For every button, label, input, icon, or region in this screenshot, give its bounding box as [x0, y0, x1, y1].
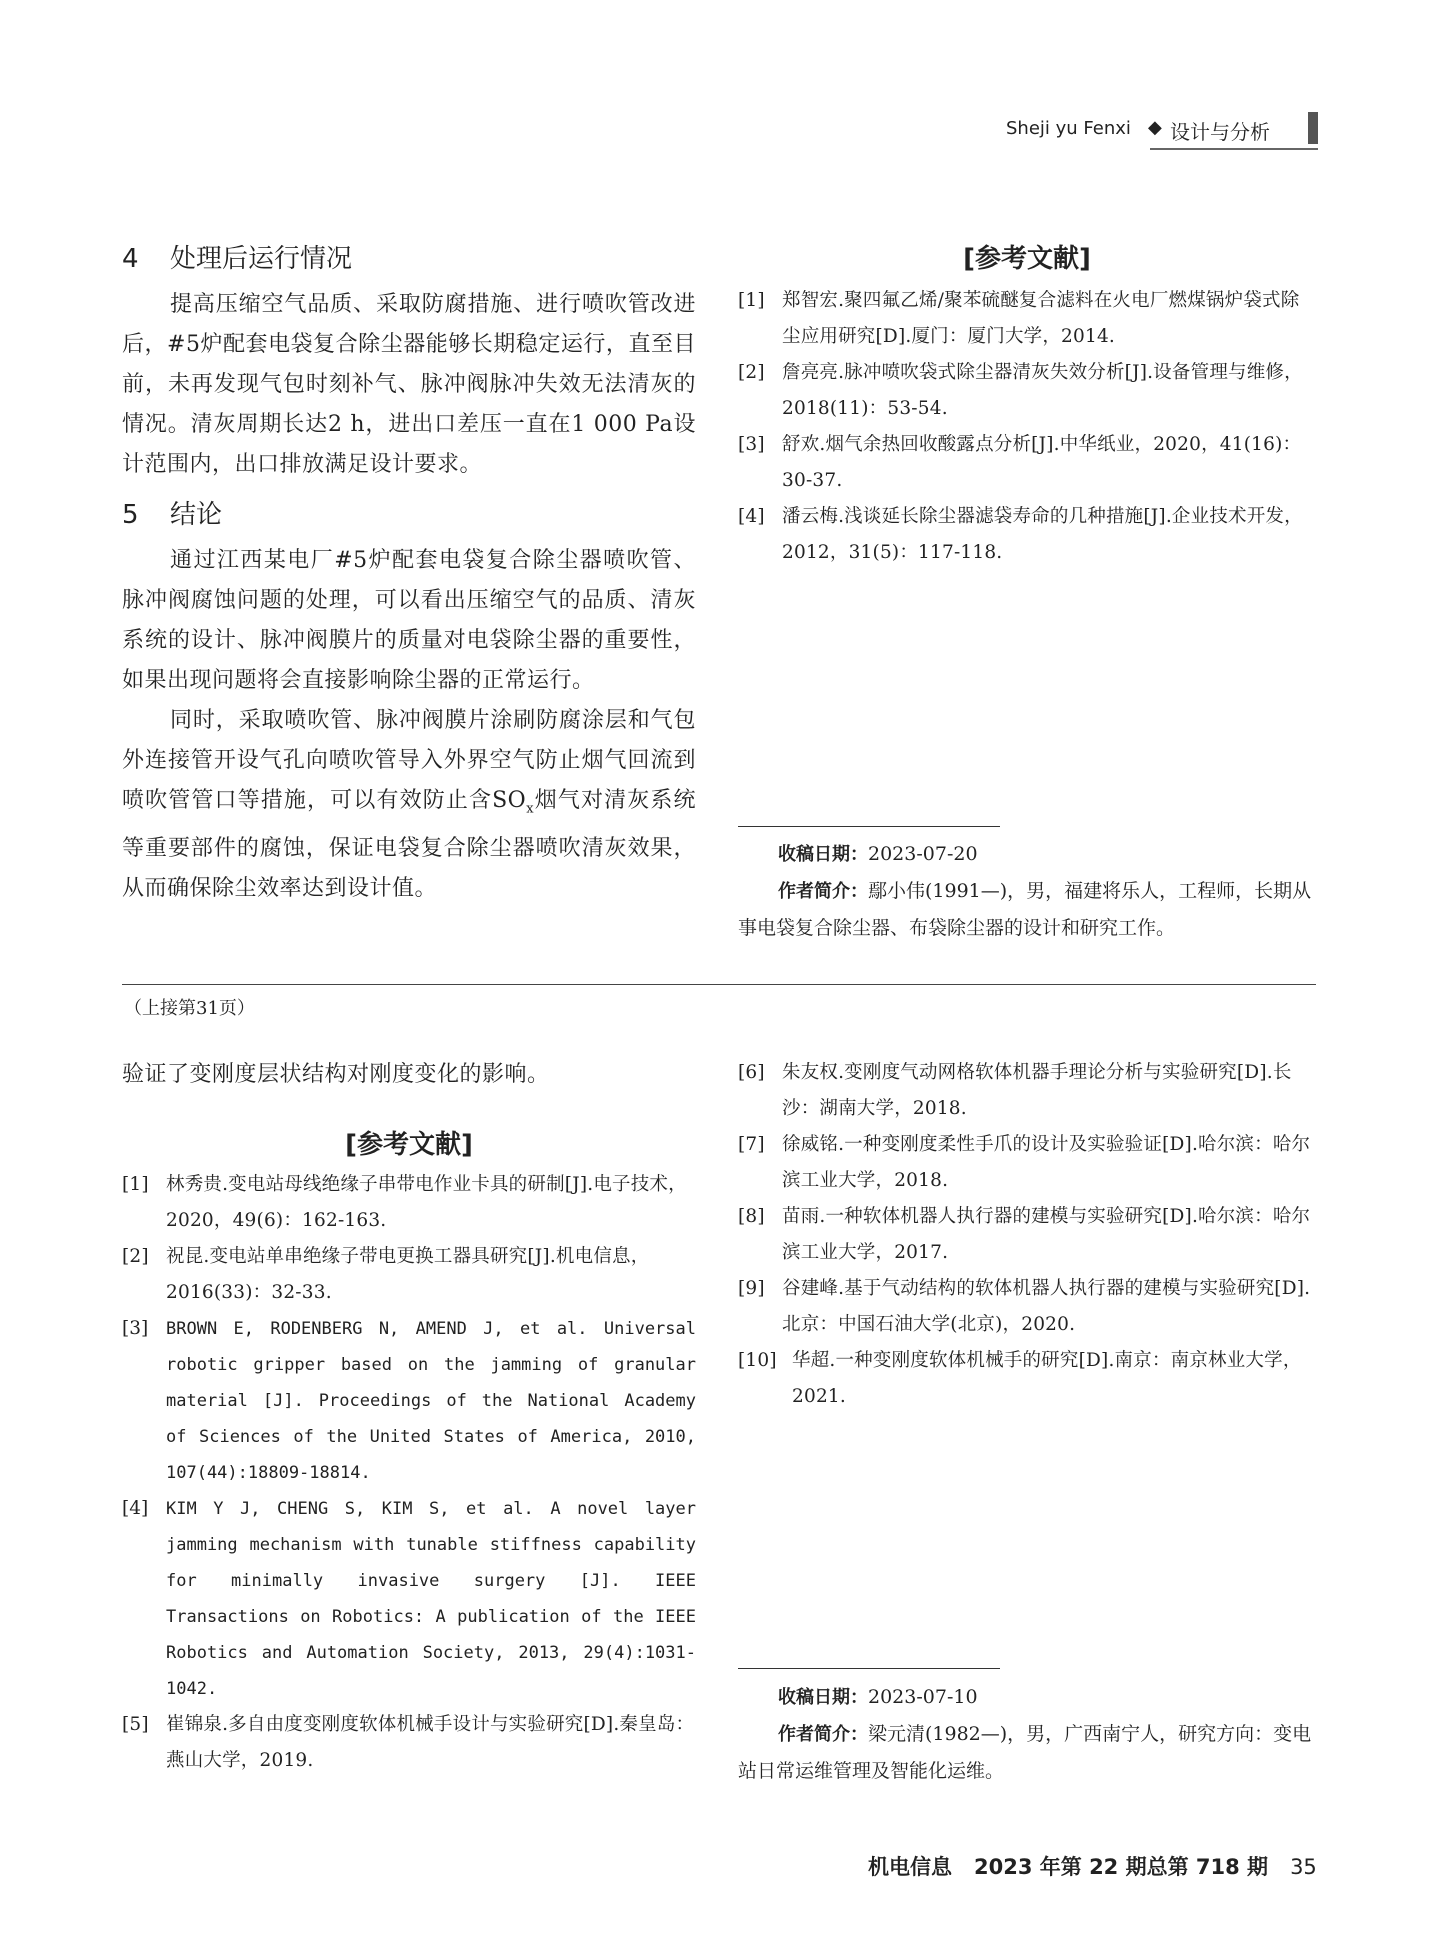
- section-divider: [122, 984, 1316, 985]
- top-left-column: [122, 239, 696, 909]
- section-5-number: 5: [122, 500, 139, 530]
- page-number: 35: [1290, 1855, 1317, 1879]
- header-underline: [1150, 148, 1318, 150]
- reference-item: [122, 1239, 696, 1311]
- received-label: 收稿日期：: [778, 844, 868, 865]
- references-title-bottom: [参考文献]: [345, 1130, 473, 1160]
- reference-item: [738, 283, 1316, 355]
- reference-text: 苗雨.一种软体机器人执行器的建模与实验研究[D].哈尔滨：哈尔滨工业大学，2017.: [782, 1206, 1311, 1263]
- reference-number: [9]: [738, 1278, 765, 1299]
- reference-text: 潘云梅.浅谈延长除尘器滤袋寿命的几种措施[J].企业技术开发，2012，31(5)：117-118.: [782, 506, 1303, 563]
- reference-item: [738, 427, 1316, 499]
- journal-name: 机电信息: [868, 1855, 952, 1879]
- reference-number: [8]: [738, 1206, 765, 1227]
- reference-text: 朱友权.变刚度气动网格软体机器手理论分析与实验研究[D].长沙：湖南大学，2018.: [782, 1062, 1292, 1119]
- author-note-bottom: [738, 1679, 1316, 1789]
- reference-text: 舒欢.烟气余热回收酸露点分析[J].中华纸业，2020，41(16)：30-37.: [782, 434, 1302, 491]
- header-pinyin: Sheji yu Fenxi: [1006, 118, 1131, 139]
- issue-info: 2023 年第 22 期总第 718 期: [974, 1855, 1269, 1879]
- reference-number: [4]: [122, 1498, 149, 1519]
- reference-number: [7]: [738, 1134, 765, 1155]
- section-5-paragraph-2: [122, 701, 696, 909]
- author-label: 作者简介：: [778, 881, 868, 902]
- reference-text: 林秀贵.变电站母线绝缘子串带电作业卡具的研制[J].电子技术，2020，49(6)：162-163.: [166, 1174, 687, 1231]
- reference-number: [2]: [122, 1246, 149, 1267]
- received-date-line: [738, 1679, 1316, 1716]
- author-text: 鄢小伟(1991—)，男，福建将乐人，工程师，长期从事电袋复合除尘器、布袋除尘器的设计和研究工作。: [738, 880, 1312, 939]
- section-5-paragraph-1: 通过江西某电厂#5炉配套电袋复合除尘器喷吹管、脉冲阀腐蚀问题的处理，可以看出压缩空气的品质、清灰系统的设计、脉冲阀膜片的质量对电袋除尘器的重要性，如果出现问题将会直接影响除尘器的正常运行。: [122, 548, 696, 693]
- reference-item: [122, 1491, 696, 1707]
- reference-item: [738, 1199, 1316, 1271]
- section-5-paragraph-2-b: 烟气对清灰系统等重要部件的腐蚀，保证电袋复合除尘器喷吹清灰效果，从而确保除尘效率达到设计值。: [122, 788, 696, 902]
- reference-text: 徐威铭.一种变刚度柔性手爪的设计及实验验证[D].哈尔滨：哈尔滨工业大学，2018.: [782, 1134, 1311, 1191]
- section-4-title: 处理后运行情况: [170, 244, 353, 274]
- received-date-line: [738, 836, 1316, 873]
- diamond-icon: ◆: [1148, 117, 1162, 138]
- section-4-number: 4: [122, 244, 139, 274]
- section-4-heading: [122, 239, 696, 279]
- reference-number: [4]: [738, 506, 765, 527]
- sox-subscript: x: [526, 801, 535, 817]
- section-5-title: 结论: [170, 500, 223, 530]
- author-text: 梁元清(1982—)，男，广西南宁人，研究方向：变电站日常运维管理及智能化运维。: [738, 1723, 1312, 1782]
- reference-text: 祝昆.变电站单串绝缘子带电更换工器具研究[J].机电信息，2016(33)：32-33.: [166, 1246, 650, 1303]
- reference-number: [10]: [738, 1350, 777, 1371]
- reference-item: [738, 1343, 1316, 1415]
- section-5-paragraph-2-a: 同时，采取喷吹管、脉冲阀膜片涂刷防腐涂层和气包外连接管开设气孔向喷吹管导入外界空气防止烟气回流到喷吹管管口等措施，可以有效防止含SO: [122, 708, 696, 813]
- bottom-left-column: [122, 1055, 696, 1779]
- reference-item: [738, 355, 1316, 427]
- references-list-bottom-left: [122, 1167, 696, 1779]
- reference-number: [3]: [122, 1318, 149, 1339]
- header-bar: [1308, 112, 1318, 144]
- reference-number: [1]: [122, 1174, 149, 1195]
- reference-text: KIM Y J, CHENG S, KIM S, et al. A novel layer jamming mechanism with tunable stiffness capability for minimally invasive surgery [J]. IEEE Transactions on Robotics: A publication of the IEEE Robotics and Automation Society, 2013, 29(4):1031-1042.: [166, 1499, 696, 1699]
- reference-item: [738, 499, 1316, 571]
- reference-number: [6]: [738, 1062, 765, 1083]
- reference-text: 谷建峰.基于气动结构的软体机器人执行器的建模与实验研究[D].北京：中国石油大学(北京)，2020.: [782, 1278, 1311, 1335]
- continued-from-note: （上接第31页）: [124, 998, 255, 1019]
- reference-number: [2]: [738, 362, 765, 383]
- running-header: [1000, 112, 1318, 152]
- footnote-rule-top: [738, 826, 1000, 827]
- received-date: 2023-07-10: [868, 1686, 978, 1708]
- reference-number: [3]: [738, 434, 765, 455]
- reference-item: [738, 1055, 1316, 1127]
- received-date: 2023-07-20: [868, 843, 978, 865]
- reference-item: [122, 1311, 696, 1491]
- references-list-bottom-right: [738, 1055, 1316, 1415]
- received-label: 收稿日期：: [778, 1687, 868, 1708]
- reference-item: [738, 1127, 1316, 1199]
- top-right-column: [738, 239, 1316, 571]
- reference-number: [5]: [122, 1714, 149, 1735]
- references-list-top: [738, 283, 1316, 571]
- reference-text: 崔锦泉.多自由度变刚度软体机械手设计与实验研究[D].秦皇岛：燕山大学，2019.: [166, 1714, 695, 1771]
- reference-text: 郑智宏.聚四氟乙烯/聚苯硫醚复合滤料在火电厂燃煤锅炉袋式除尘应用研究[D].厦门：厦门大学，2014.: [782, 290, 1300, 347]
- author-bio: [738, 1716, 1316, 1789]
- section-5-heading: [122, 495, 696, 535]
- header-section-title: 设计与分析: [1170, 120, 1270, 144]
- references-title-top: [参考文献]: [963, 244, 1091, 274]
- bottom-right-column: [738, 1055, 1316, 1415]
- section-4-paragraph: 提高压缩空气品质、采取防腐措施、进行喷吹管改进后，#5炉配套电袋复合除尘器能够长期稳定运行，直至目前，未再发现气包时刻补气、脉冲阀脉冲失效无法清灰的情况。清灰周期长达2 h，进出口差压一直在1 000 Pa设计范围内，出口排放满足设计要求。: [122, 292, 696, 477]
- reference-item: [738, 1271, 1316, 1343]
- author-label: 作者简介：: [778, 1724, 868, 1745]
- reference-text: 詹亮亮.脉冲喷吹袋式除尘器清灰失效分析[J].设备管理与维修，2018(11)：53-54.: [782, 362, 1303, 419]
- author-note-top: [738, 836, 1316, 946]
- reference-text: BROWN E, RODENBERG N, AMEND J, et al. Universal robotic gripper based on the jamming of granular material [J]. Proceedings of the National Academy of Sciences of the United States of America, 2010, 107(44):18809-18814.: [166, 1319, 696, 1483]
- author-bio: [738, 873, 1316, 946]
- reference-number: [1]: [738, 290, 765, 311]
- reference-text: 华超.一种变刚度软体机械手的研究[D].南京：南京林业大学，2021.: [792, 1350, 1302, 1407]
- footnote-rule-bottom: [738, 1668, 1000, 1669]
- reference-item: [122, 1707, 696, 1779]
- reference-item: [122, 1167, 696, 1239]
- continued-paragraph: 验证了变刚度层状结构对刚度变化的影响。: [122, 1062, 550, 1087]
- page-footer: [868, 1851, 1317, 1881]
